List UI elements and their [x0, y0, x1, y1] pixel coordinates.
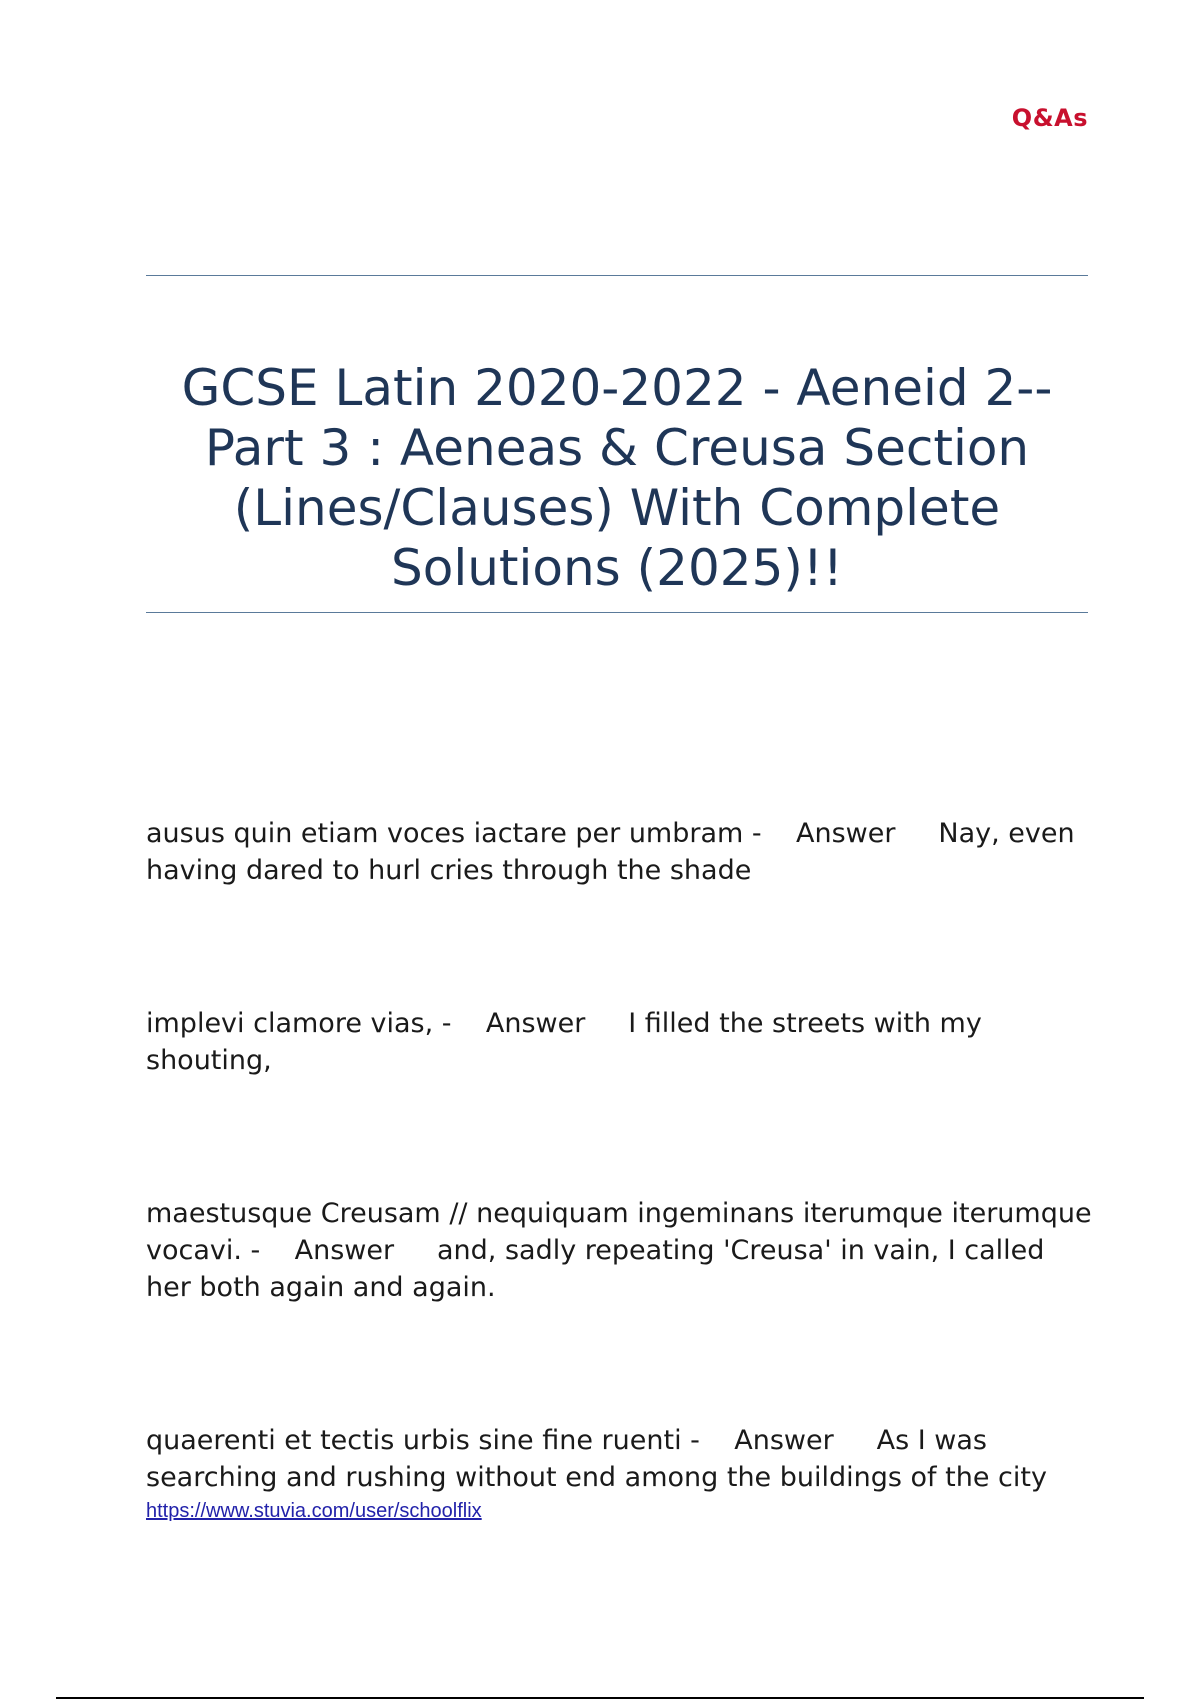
title-bottom-rule — [146, 612, 1088, 613]
title-top-rule — [146, 275, 1088, 276]
qa-question: ausus quin etiam voces iactare per umbram - — [146, 818, 762, 849]
qa-header-tag: Q&As — [1011, 104, 1088, 132]
qa-answer: I filled the streets with my shouting, — [146, 1008, 982, 1076]
qa-answer: Nay, even having dared to hurl cries through the shade — [146, 818, 1075, 886]
qa-item — [146, 1195, 1096, 1306]
qa-answer: As I was searching and rushing without end among the buildings of the city — [146, 1425, 1047, 1493]
qa-answer: and, sadly repeating 'Creusa' in vain, I called her both again and again. — [146, 1235, 1045, 1303]
qa-item — [146, 1422, 1096, 1496]
qa-list — [146, 815, 1096, 1612]
qa-answer-label: Answer — [796, 818, 896, 849]
qa-item — [146, 815, 1096, 889]
qa-answer-label: Answer — [294, 1235, 395, 1266]
qa-answer-label: Answer — [485, 1008, 586, 1039]
qa-question: quaerenti et tectis urbis sine fine ruenti - — [146, 1425, 700, 1456]
qa-question: implevi clamore vias, - — [146, 1008, 452, 1039]
page-bottom-rule — [56, 1697, 1144, 1699]
qa-answer-label: Answer — [734, 1425, 834, 1456]
footer-source-link[interactable]: https://www.stuvia.com/user/schoolflix — [146, 1500, 482, 1522]
document-title: GCSE Latin 2020-2022 - Aeneid 2-- Part 3 : Aeneas & Creusa Section (Lines/Clauses) With Complete Solutions (2025)!! — [181, 359, 1053, 597]
qa-question: maestusque Creusam // nequiquam ingeminans iterumque iterumque vocavi. - — [146, 1198, 1092, 1266]
qa-item — [146, 1005, 1096, 1079]
